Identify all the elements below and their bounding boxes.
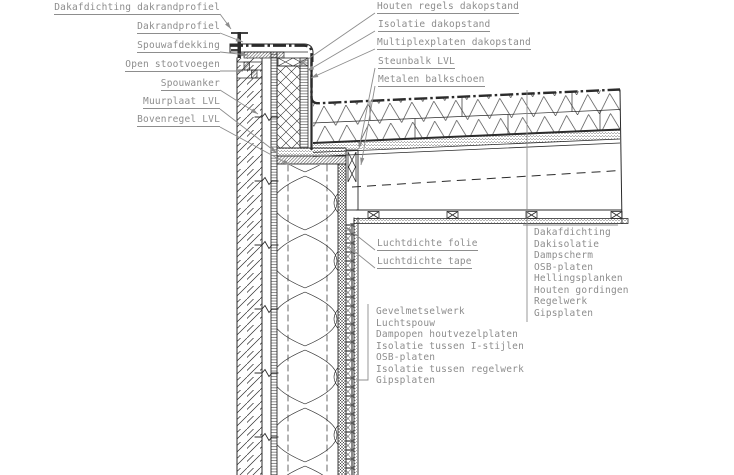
label-multiplexplaten-dakopstand: Multiplexplaten dakopstand (377, 37, 531, 48)
label-dakrandprofiel: Dakrandprofiel (137, 21, 220, 32)
ceiling-battens (368, 212, 622, 219)
label-houten-regels-dakopstand: Houten regels dakopstand (377, 1, 520, 12)
wall-insulation (277, 165, 338, 475)
upstand-multiplex (300, 58, 308, 148)
open-joint (244, 62, 250, 70)
label-luchtdichte-folie: Luchtdichte folie (377, 238, 478, 249)
open-joint (252, 70, 258, 78)
wall-layer-item: Gipsplaten (376, 375, 436, 386)
wall-osb (338, 164, 346, 475)
label-dakafdichting-dakrandprofiel: Dakafdichting dakrandprofiel (54, 2, 220, 13)
roof-layer-item: Hellingsplanken (534, 273, 623, 284)
wall-layer-item: Isolatie tussen I-stijlen (376, 340, 524, 352)
roof-layer-item: Dakafdichting (534, 227, 611, 238)
section-cut-edge (620, 90, 622, 225)
cavity-cover (244, 52, 284, 58)
roof-layer-item: OSB-platen (534, 261, 594, 273)
wall-gypsum (354, 218, 358, 475)
ceiling-gypsum (354, 219, 628, 224)
roof-layer-item: Dakisolatie (534, 238, 600, 250)
label-bovenregel-lvl: Bovenregel LVL (137, 114, 220, 125)
label-luchtdichte-tape: Luchtdichte tape (377, 256, 472, 267)
roof-layer-item: Gipsplaten (534, 307, 594, 319)
roof-layer-item: Regelwerk (534, 296, 588, 307)
wall-layer-item: Isolatie tussen regelwerk (376, 363, 524, 375)
label-isolatie-dakopstand: Isolatie dakopstand (378, 19, 491, 30)
wood-fibre-board (271, 53, 277, 475)
upstand-insulation (277, 66, 300, 148)
label-spouwanker: Spouwanker (160, 78, 220, 89)
label-spouwafdekking: Spouwafdekking (137, 40, 220, 51)
label-metalen-balkschoen: Metalen balkschoen (378, 74, 485, 85)
label-steunbalk-lvl: Steunbalk LVL (378, 56, 455, 67)
roof-layer-item: Houten gordingen (534, 284, 629, 296)
wall-layer-item: Dampopen houtvezelplaten (376, 329, 519, 340)
bovenregel-lvl (277, 156, 346, 164)
label-muurplaat-lvl: Muurplaat LVL (143, 96, 220, 107)
wall-layer-item: Luchtspouw (376, 317, 436, 329)
wall-layer-item: OSB-platen (376, 352, 436, 363)
brick-leaf (237, 58, 262, 475)
hidden-purlin (352, 171, 620, 188)
wall-layer-item: Gevelmetselwerk (376, 306, 465, 317)
joist-hanger (348, 152, 356, 182)
roof-layer-item: Dampscherm (534, 250, 594, 261)
wall-battens-insulation (346, 223, 354, 475)
label-open-stootvoegen: Open stootvoegen (125, 59, 220, 70)
